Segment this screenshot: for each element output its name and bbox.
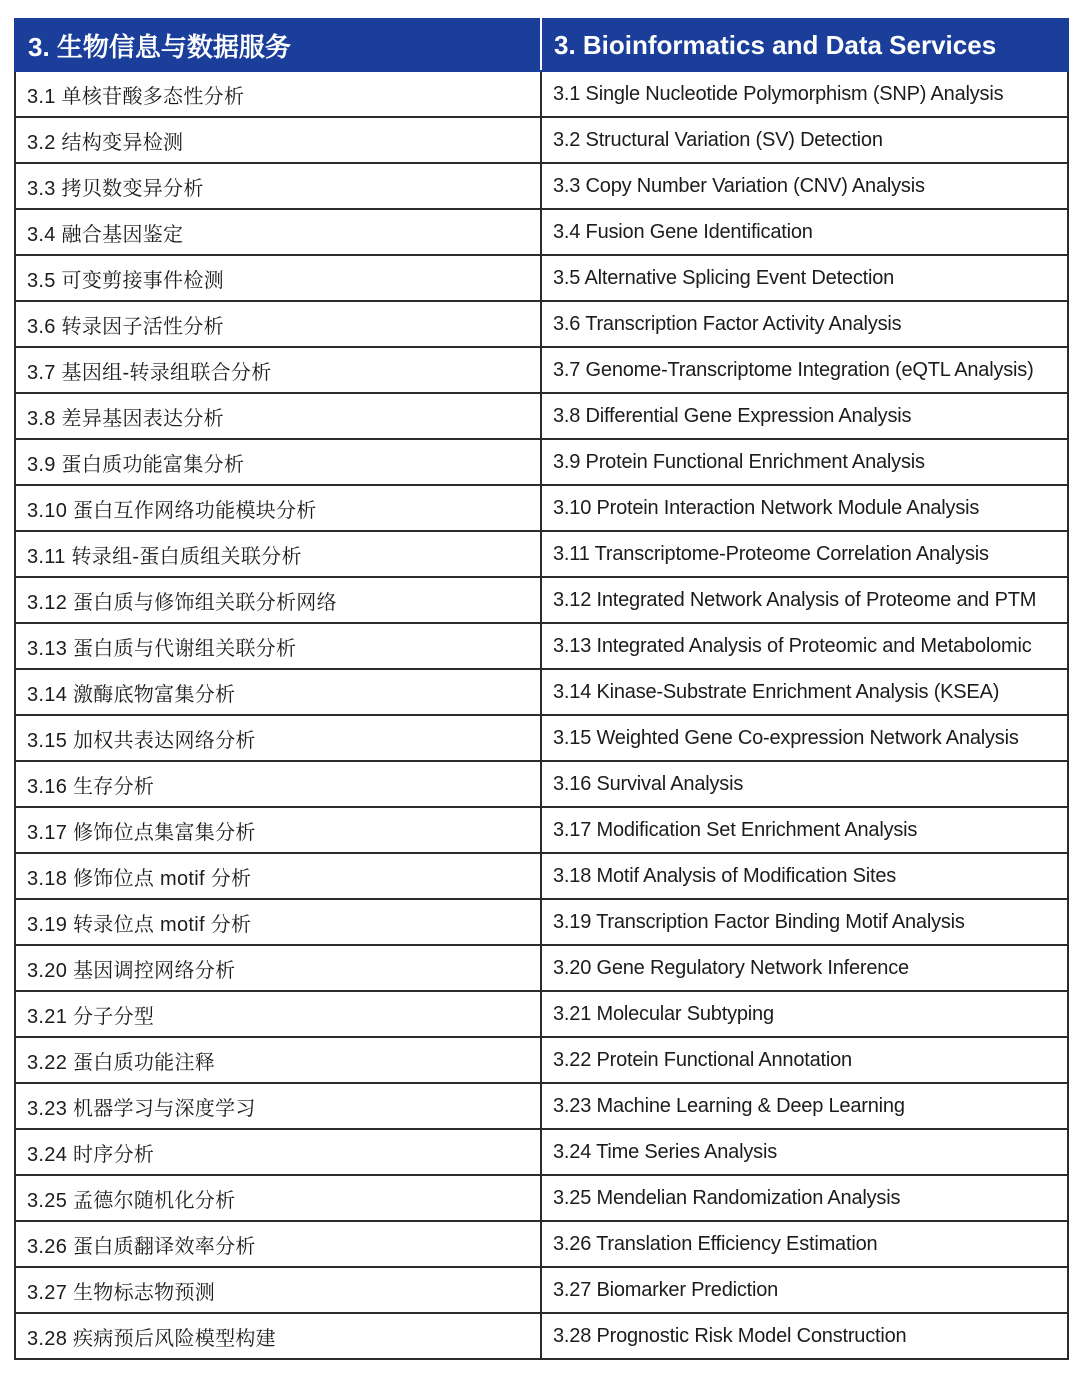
service-name-english: 3.23 Machine Learning & Deep Learning: [541, 1083, 1068, 1129]
service-name-chinese: 3.4 融合基因鉴定: [15, 209, 541, 255]
table-row: [15, 1083, 1068, 1129]
table-body: [15, 71, 1068, 1359]
header-chinese: 3. 生物信息与数据服务: [15, 19, 541, 71]
service-name-english: 3.28 Prognostic Risk Model Construction: [541, 1313, 1068, 1359]
table-row: [15, 71, 1068, 117]
service-name-chinese: 3.27 生物标志物预测: [15, 1267, 541, 1313]
service-name-chinese: 3.13 蛋白质与代谢组关联分析: [15, 623, 541, 669]
service-name-english: 3.24 Time Series Analysis: [541, 1129, 1068, 1175]
table-row: [15, 807, 1068, 853]
service-name-chinese: 3.12 蛋白质与修饰组关联分析网络: [15, 577, 541, 623]
service-name-english: 3.15 Weighted Gene Co-expression Network Analysis: [541, 715, 1068, 761]
service-name-english: 3.26 Translation Efficiency Estimation: [541, 1221, 1068, 1267]
service-name-chinese: 3.15 加权共表达网络分析: [15, 715, 541, 761]
table-row: [15, 853, 1068, 899]
table-row: [15, 393, 1068, 439]
service-name-english: 3.13 Integrated Analysis of Proteomic and Metabolomic: [541, 623, 1068, 669]
service-name-chinese: 3.28 疾病预后风险模型构建: [15, 1313, 541, 1359]
table-row: [15, 669, 1068, 715]
table-row: [15, 623, 1068, 669]
service-name-english: 3.27 Biomarker Prediction: [541, 1267, 1068, 1313]
table-row: [15, 945, 1068, 991]
service-name-chinese: 3.7 基因组-转录组联合分析: [15, 347, 541, 393]
service-name-english: 3.3 Copy Number Variation (CNV) Analysis: [541, 163, 1068, 209]
service-name-chinese: 3.26 蛋白质翻译效率分析: [15, 1221, 541, 1267]
table-row: [15, 255, 1068, 301]
table-row: [15, 1221, 1068, 1267]
table-row: [15, 531, 1068, 577]
service-name-chinese: 3.16 生存分析: [15, 761, 541, 807]
service-name-chinese: 3.20 基因调控网络分析: [15, 945, 541, 991]
service-name-chinese: 3.8 差异基因表达分析: [15, 393, 541, 439]
service-name-chinese: 3.22 蛋白质功能注释: [15, 1037, 541, 1083]
table-row: [15, 439, 1068, 485]
table-row: [15, 991, 1068, 1037]
table-header: [15, 19, 1068, 71]
service-name-chinese: 3.5 可变剪接事件检测: [15, 255, 541, 301]
table-row: [15, 761, 1068, 807]
service-name-chinese: 3.24 时序分析: [15, 1129, 541, 1175]
service-name-english: 3.11 Transcriptome-Proteome Correlation Analysis: [541, 531, 1068, 577]
table-row: [15, 117, 1068, 163]
service-name-chinese: 3.10 蛋白互作网络功能模块分析: [15, 485, 541, 531]
service-name-chinese: 3.2 结构变异检测: [15, 117, 541, 163]
table-row: [15, 1313, 1068, 1359]
table-row: [15, 715, 1068, 761]
table-row: [15, 163, 1068, 209]
services-table: [14, 18, 1069, 1360]
service-name-english: 3.1 Single Nucleotide Polymorphism (SNP) Analysis: [541, 71, 1068, 117]
table-row: [15, 1129, 1068, 1175]
table-row: [15, 1175, 1068, 1221]
service-name-english: 3.22 Protein Functional Annotation: [541, 1037, 1068, 1083]
service-name-chinese: 3.21 分子分型: [15, 991, 541, 1037]
table-row: [15, 577, 1068, 623]
service-name-chinese: 3.14 激酶底物富集分析: [15, 669, 541, 715]
service-name-english: 3.16 Survival Analysis: [541, 761, 1068, 807]
service-name-english: 3.20 Gene Regulatory Network Inference: [541, 945, 1068, 991]
header-row: [15, 19, 1068, 71]
service-name-chinese: 3.9 蛋白质功能富集分析: [15, 439, 541, 485]
service-name-english: 3.5 Alternative Splicing Event Detection: [541, 255, 1068, 301]
table-row: [15, 347, 1068, 393]
service-name-english: 3.9 Protein Functional Enrichment Analysis: [541, 439, 1068, 485]
table-row: [15, 1267, 1068, 1313]
table-row: [15, 209, 1068, 255]
service-name-english: 3.21 Molecular Subtyping: [541, 991, 1068, 1037]
service-name-chinese: 3.18 修饰位点 motif 分析: [15, 853, 541, 899]
service-name-chinese: 3.19 转录位点 motif 分析: [15, 899, 541, 945]
service-name-chinese: 3.25 孟德尔随机化分析: [15, 1175, 541, 1221]
service-name-english: 3.2 Structural Variation (SV) Detection: [541, 117, 1068, 163]
table-row: [15, 301, 1068, 347]
service-name-english: 3.12 Integrated Network Analysis of Proteome and PTM: [541, 577, 1068, 623]
service-name-english: 3.10 Protein Interaction Network Module Analysis: [541, 485, 1068, 531]
service-name-english: 3.17 Modification Set Enrichment Analysis: [541, 807, 1068, 853]
service-name-chinese: 3.6 转录因子活性分析: [15, 301, 541, 347]
service-name-english: 3.14 Kinase-Substrate Enrichment Analysis (KSEA): [541, 669, 1068, 715]
service-name-chinese: 3.17 修饰位点集富集分析: [15, 807, 541, 853]
service-name-english: 3.6 Transcription Factor Activity Analysis: [541, 301, 1068, 347]
table-row: [15, 1037, 1068, 1083]
service-name-chinese: 3.23 机器学习与深度学习: [15, 1083, 541, 1129]
service-name-english: 3.4 Fusion Gene Identification: [541, 209, 1068, 255]
service-name-chinese: 3.1 单核苷酸多态性分析: [15, 71, 541, 117]
table-row: [15, 485, 1068, 531]
header-english: 3. Bioinformatics and Data Services: [541, 19, 1068, 71]
service-name-chinese: 3.11 转录组-蛋白质组关联分析: [15, 531, 541, 577]
service-name-chinese: 3.3 拷贝数变异分析: [15, 163, 541, 209]
service-name-english: 3.19 Transcription Factor Binding Motif Analysis: [541, 899, 1068, 945]
service-name-english: 3.7 Genome-Transcriptome Integration (eQTL Analysis): [541, 347, 1068, 393]
service-name-english: 3.18 Motif Analysis of Modification Sites: [541, 853, 1068, 899]
service-name-english: 3.25 Mendelian Randomization Analysis: [541, 1175, 1068, 1221]
table-row: [15, 899, 1068, 945]
service-name-english: 3.8 Differential Gene Expression Analysis: [541, 393, 1068, 439]
